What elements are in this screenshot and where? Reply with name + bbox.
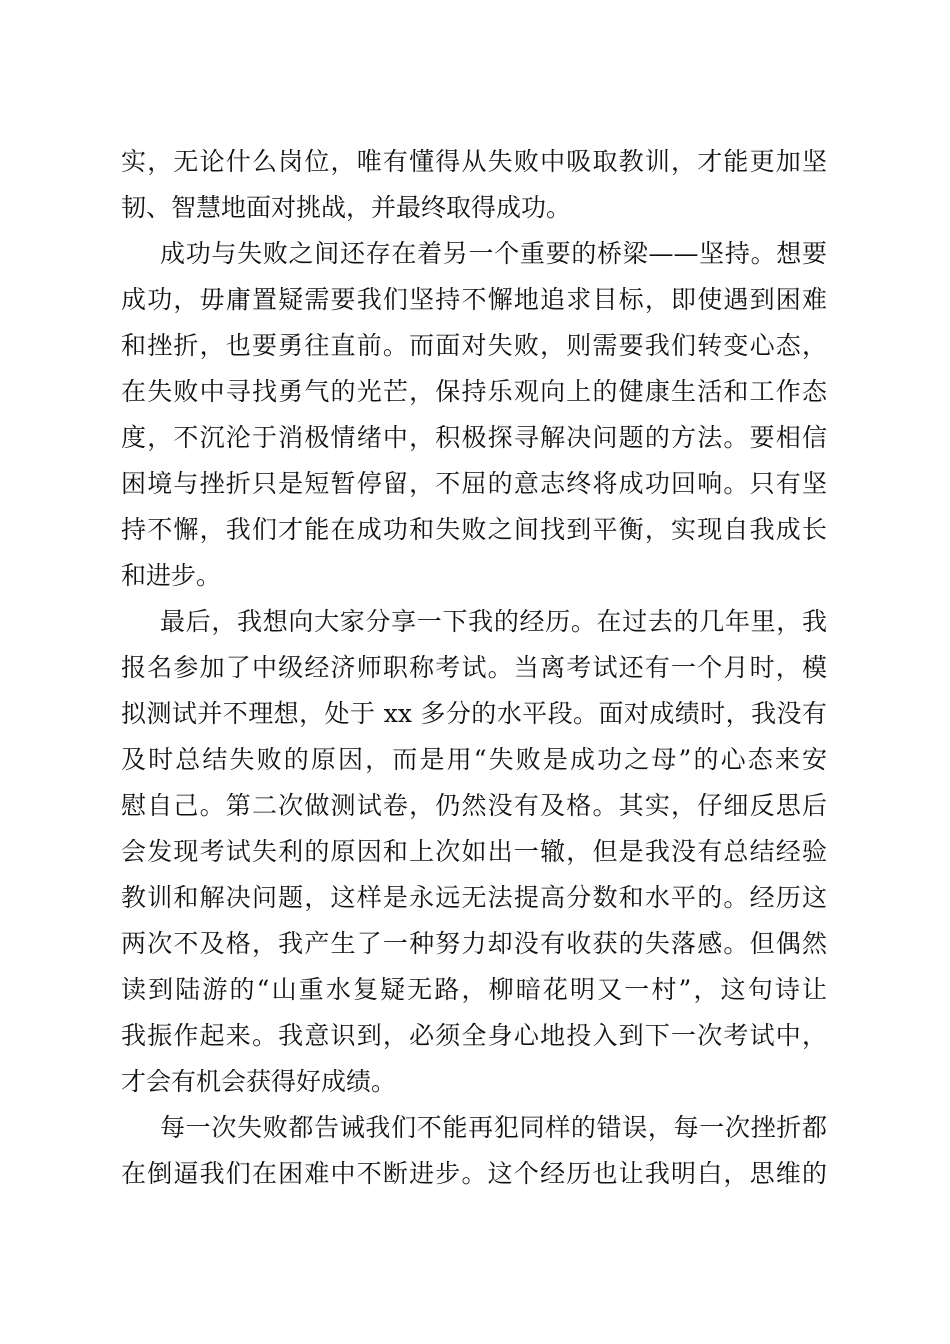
- text-line: 成功，毋庸置疑需要我们坚持不懈地追求目标，即使遇到困难: [121, 285, 827, 314]
- text-line: 读到陆游的“山重水复疑无路，柳暗花明又一村”，这句诗让: [121, 975, 827, 1004]
- text-line: 度，不沉沦于消极情绪中，积极探寻解决问题的方法。要相信: [121, 423, 827, 452]
- paragraph-start-line: 成功与失败之间还存在着另一个重要的桥梁——坚持。想要: [160, 239, 827, 268]
- text-line: 韧、智慧地面对挑战，并最终取得成功。: [121, 193, 572, 222]
- text-line: 困境与挫折只是短暂停留，不屈的意志终将成功回响。只有坚: [121, 469, 827, 498]
- text-line: 持不懈，我们才能在成功和失败之间找到平衡，实现自我成长: [121, 515, 827, 544]
- text-line: 教训和解决问题，这样是永远无法提高分数和水平的。经历这: [121, 883, 827, 912]
- text-line: 在倒逼我们在困难中不断进步。这个经历也让我明白，思维的: [121, 1159, 827, 1188]
- text-line: 报名参加了中级经济师职称考试。当离考试还有一个月时，模: [121, 653, 827, 682]
- text-line: 及时总结失败的原因，而是用“失败是成功之母”的心态来安: [121, 745, 827, 774]
- text-line: 和进步。: [121, 561, 222, 590]
- text-line: 和挫折，也要勇往直前。而面对失败，则需要我们转变心态，: [121, 331, 827, 360]
- text-line: 两次不及格，我产生了一种努力却没有收获的失落感。但偶然: [121, 929, 827, 958]
- text-line: 会发现考试失利的原因和上次如出一辙，但是我没有总结经验: [121, 837, 827, 866]
- text-line: 实，无论什么岗位，唯有懂得从失败中吸取教训，才能更加坚: [121, 147, 827, 176]
- text-line: 拟测试并不理想，处于 xx 多分的水平段。面对成绩时，我没有: [121, 699, 827, 728]
- text-line: 我振作起来。我意识到，必须全身心地投入到下一次考试中，: [121, 1021, 827, 1050]
- text-line: 在失败中寻找勇气的光芒，保持乐观向上的健康生活和工作态: [121, 377, 827, 406]
- text-line: 才会有机会获得好成绩。: [121, 1067, 397, 1096]
- text-line: 慰自己。第二次做测试卷，仍然没有及格。其实，仔细反思后: [121, 791, 827, 820]
- paragraph-start-line: 每一次失败都告诫我们不能再犯同样的错误，每一次挫折都: [160, 1113, 827, 1142]
- paragraph-start-line: 最后，我想向大家分享一下我的经历。在过去的几年里，我: [160, 607, 827, 636]
